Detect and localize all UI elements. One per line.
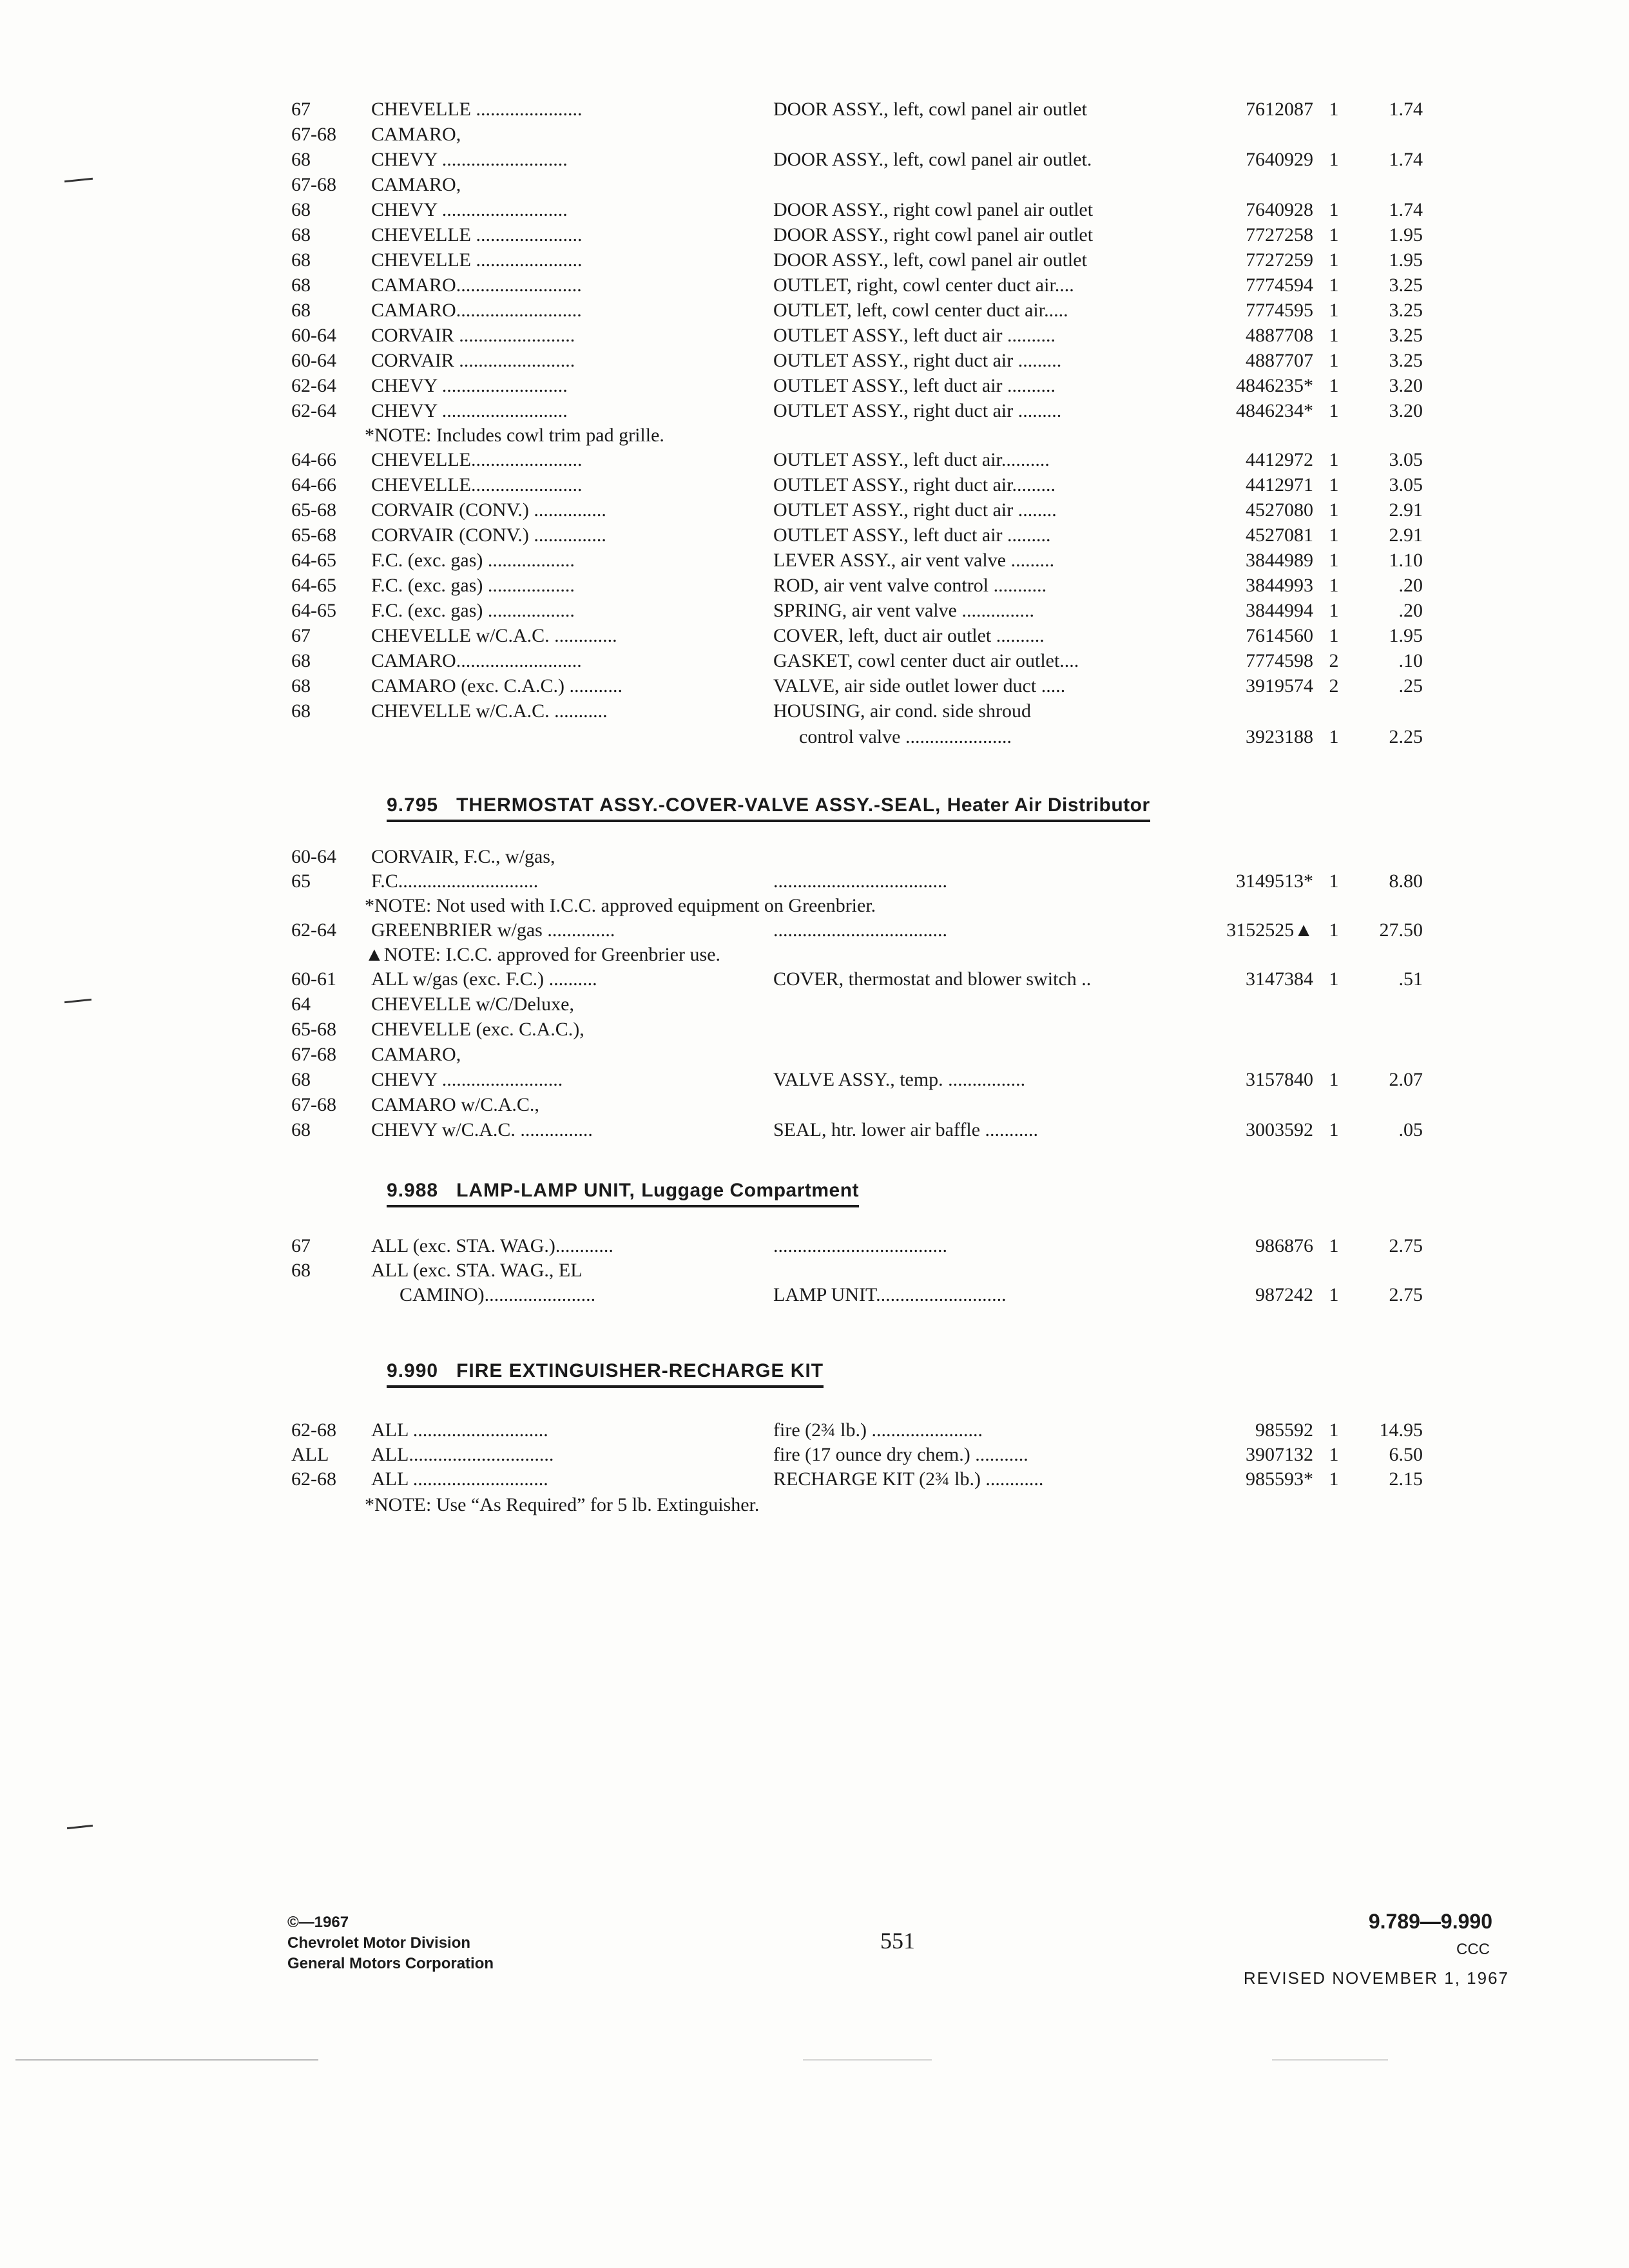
part-number: 7640929 — [1246, 149, 1313, 170]
part-number: 4846234* — [1236, 400, 1313, 421]
note-row — [0, 893, 1629, 919]
price: 3.25 — [1389, 300, 1423, 321]
model-year: 64-65 — [291, 600, 336, 621]
part-description: SEAL, htr. lower air baffle ........... — [773, 1119, 1039, 1140]
model: CHEVELLE w/C.A.C. ............. — [371, 625, 617, 646]
model-year: 65-68 — [291, 499, 336, 521]
price: 2.91 — [1389, 524, 1423, 546]
part-number: 4527081 — [1246, 524, 1313, 546]
part-description: COVER, thermostat and blower switch .. — [773, 968, 1092, 990]
part-number: 3152525▲ — [1226, 919, 1313, 941]
part-description: .................................... — [773, 919, 947, 941]
quantity: 1 — [1329, 449, 1339, 470]
quantity: 1 — [1329, 1419, 1339, 1441]
model: CHEVY .......................... — [371, 375, 568, 396]
model: CHEVY .......................... — [371, 149, 568, 170]
table-row — [0, 1466, 1629, 1492]
model-year: 64-65 — [291, 550, 336, 571]
quantity: 1 — [1329, 400, 1339, 421]
part-description: OUTLET ASSY., left duct air .......... — [773, 325, 1056, 346]
table-row — [0, 1092, 1629, 1118]
price: 8.80 — [1389, 870, 1423, 892]
quantity: 1 — [1329, 1235, 1339, 1256]
model-year: 65 — [291, 870, 311, 892]
model-year: 62-68 — [291, 1468, 336, 1490]
table-row — [0, 1258, 1629, 1283]
model-year: 68 — [291, 274, 311, 296]
table-row — [0, 548, 1629, 573]
table-row — [0, 1017, 1629, 1043]
table-row — [0, 844, 1629, 870]
part-description: DOOR ASSY., left, cowl panel air outlet — [773, 249, 1087, 271]
price: 14.95 — [1379, 1419, 1423, 1441]
price: 2.91 — [1389, 499, 1423, 521]
quantity: 1 — [1329, 99, 1339, 120]
model-year: 64 — [291, 994, 311, 1015]
quantity: 2 — [1329, 675, 1339, 697]
model: CAMARO (exc. C.A.C.) ........... — [371, 675, 622, 697]
section-heading-9988 — [387, 1177, 859, 1207]
model: CAMARO, — [371, 1044, 461, 1065]
price: 1.95 — [1389, 224, 1423, 245]
model: CHEVELLE....................... — [371, 474, 583, 495]
part-number: 3147384 — [1246, 968, 1313, 990]
part-description: control valve ...................... — [799, 726, 1012, 747]
table-row — [0, 918, 1629, 943]
model: ALL ............................ — [371, 1419, 548, 1441]
table-row — [0, 398, 1629, 424]
table-row — [0, 869, 1629, 894]
model: CHEVELLE (exc. C.A.C.), — [371, 1019, 584, 1040]
model-year: 68 — [291, 1069, 311, 1090]
table-row — [0, 698, 1629, 724]
quantity: 1 — [1329, 224, 1339, 245]
divider — [803, 2059, 932, 2061]
quantity: 1 — [1329, 870, 1339, 892]
part-number: 4527080 — [1246, 499, 1313, 521]
table-row — [0, 247, 1629, 273]
part-description: LAMP UNIT........................... — [773, 1284, 1007, 1305]
price: 2.15 — [1389, 1468, 1423, 1490]
table-row — [0, 992, 1629, 1017]
copyright: ©—1967 — [287, 1914, 349, 1931]
part-number: 3003592 — [1246, 1119, 1313, 1140]
table-row — [0, 447, 1629, 473]
model-year: 60-64 — [291, 846, 336, 867]
price: 2.75 — [1389, 1235, 1423, 1256]
model: GREENBRIER w/gas .............. — [371, 919, 615, 941]
price: .05 — [1398, 1119, 1423, 1140]
model: CAMARO w/C.A.C., — [371, 1094, 539, 1115]
price: 3.25 — [1389, 325, 1423, 346]
table-row — [0, 1067, 1629, 1093]
part-number: 987242 — [1255, 1284, 1313, 1305]
section-number: 9.795 — [387, 794, 439, 816]
model-year: 62-64 — [291, 919, 336, 941]
model-year: 68 — [291, 675, 311, 697]
table-row — [0, 172, 1629, 198]
model: CORVAIR (CONV.) ............... — [371, 524, 606, 546]
part-description: OUTLET ASSY., left duct air.......... — [773, 449, 1050, 470]
part-number: 7614560 — [1246, 625, 1313, 646]
model-year: 62-68 — [291, 1419, 336, 1441]
part-description: OUTLET ASSY., left duct air ......... — [773, 524, 1051, 546]
note-row — [0, 942, 1629, 968]
model-year: 64-66 — [291, 449, 336, 470]
model-year: 67-68 — [291, 1044, 336, 1065]
model: CHEVELLE ...................... — [371, 99, 583, 120]
part-description: HOUSING, air cond. side shroud — [773, 700, 1031, 722]
quantity: 2 — [1329, 650, 1339, 671]
part-number: 3907132 — [1246, 1444, 1313, 1465]
section-number: 9.988 — [387, 1180, 439, 1201]
part-number: 4846235* — [1236, 375, 1313, 396]
part-description: DOOR ASSY., right cowl panel air outlet — [773, 224, 1094, 245]
divider — [15, 2059, 318, 2061]
quantity: 1 — [1329, 625, 1339, 646]
model: CHEVELLE w/C.A.C. ........... — [371, 700, 608, 722]
section-title: THERMOSTAT ASSY.-COVER-VALVE ASSY.-SEAL, — [456, 794, 941, 816]
part-description: OUTLET ASSY., right duct air ......... — [773, 350, 1062, 371]
part-number: 3923188 — [1246, 726, 1313, 747]
model: CAMARO.......................... — [371, 650, 582, 671]
quantity: 1 — [1329, 550, 1339, 571]
model: ALL w/gas (exc. F.C.) .......... — [371, 968, 597, 990]
model: F.C............................. — [371, 870, 539, 892]
note-text: *NOTE: Includes cowl trim pad grille. — [365, 425, 664, 446]
table-row — [0, 598, 1629, 624]
note-row — [0, 1492, 1629, 1518]
model: CAMARO.......................... — [371, 300, 582, 321]
quantity: 1 — [1329, 474, 1339, 495]
section-heading-9795 — [387, 791, 1150, 822]
part-description: GASKET, cowl center duct air outlet.... — [773, 650, 1079, 671]
price: 6.50 — [1389, 1444, 1423, 1465]
model-year: 67-68 — [291, 1094, 336, 1115]
part-number: 7727259 — [1246, 249, 1313, 271]
quantity: 1 — [1329, 1119, 1339, 1140]
price: 1.95 — [1389, 249, 1423, 271]
page-number: 551 — [880, 1928, 915, 1954]
part-description: OUTLET ASSY., right duct air ......... — [773, 400, 1062, 421]
part-description: DOOR ASSY., left, cowl panel air outlet. — [773, 149, 1092, 170]
price: 3.20 — [1389, 400, 1423, 421]
part-number: 4887707 — [1246, 350, 1313, 371]
part-number: 3919574 — [1246, 675, 1313, 697]
table-row — [0, 1117, 1629, 1143]
price: 1.74 — [1389, 149, 1423, 170]
model: CHEVELLE ...................... — [371, 224, 583, 245]
quantity: 1 — [1329, 600, 1339, 621]
part-description: VALVE, air side outlet lower duct ..... — [773, 675, 1066, 697]
quantity: 1 — [1329, 1444, 1339, 1465]
price: 3.20 — [1389, 375, 1423, 396]
table-row — [0, 673, 1629, 699]
table-row — [0, 122, 1629, 148]
quantity: 1 — [1329, 325, 1339, 346]
part-number: 986876 — [1255, 1235, 1313, 1256]
part-description: OUTLET, right, cowl center duct air.... — [773, 274, 1074, 296]
quantity: 1 — [1329, 1468, 1339, 1490]
section-title: LAMP-LAMP UNIT, — [456, 1180, 635, 1201]
model-year: 68 — [291, 650, 311, 671]
note-text: *NOTE: Not used with I.C.C. approved equipment on Greenbrier. — [365, 895, 876, 916]
price: .20 — [1398, 575, 1423, 596]
model: CORVAIR ........................ — [371, 325, 575, 346]
model: CAMARO.......................... — [371, 274, 582, 296]
quantity: 1 — [1329, 375, 1339, 396]
part-description: fire (2¾ lb.) ....................... — [773, 1419, 983, 1441]
model-year: 68 — [291, 300, 311, 321]
part-number: 3844993 — [1246, 575, 1313, 596]
part-number: 7774595 — [1246, 300, 1313, 321]
model: CAMINO)....................... — [400, 1284, 596, 1305]
table-row — [0, 523, 1629, 548]
quantity: 1 — [1329, 300, 1339, 321]
model-year: 60-61 — [291, 968, 336, 990]
quantity: 1 — [1329, 726, 1339, 747]
price: 2.75 — [1389, 1284, 1423, 1305]
part-description: OUTLET ASSY., right duct air ........ — [773, 499, 1057, 521]
model: ALL (exc. STA. WAG., EL — [371, 1260, 583, 1281]
price: 2.25 — [1389, 726, 1423, 747]
part-description: ROD, air vent valve control ........... — [773, 575, 1047, 596]
part-number: 7640928 — [1246, 199, 1313, 220]
part-number: 7774598 — [1246, 650, 1313, 671]
table-row — [0, 373, 1629, 399]
table-row — [0, 323, 1629, 349]
quantity: 1 — [1329, 1284, 1339, 1305]
model-year: 60-64 — [291, 325, 336, 346]
model: CAMARO, — [371, 124, 461, 145]
catalog-code: CCC — [1456, 1941, 1490, 1958]
price: 1.74 — [1389, 199, 1423, 220]
model: CORVAIR, F.C., w/gas, — [371, 846, 555, 867]
model: CHEVELLE ...................... — [371, 249, 583, 271]
quantity: 1 — [1329, 274, 1339, 296]
quantity: 1 — [1329, 524, 1339, 546]
quantity: 1 — [1329, 919, 1339, 941]
table-row — [0, 348, 1629, 374]
model-year: 68 — [291, 249, 311, 271]
price: .25 — [1398, 675, 1423, 697]
table-row — [0, 573, 1629, 599]
model: CORVAIR (CONV.) ............... — [371, 499, 606, 521]
quantity: 1 — [1329, 499, 1339, 521]
table-row — [0, 648, 1629, 674]
part-description: DOOR ASSY., left, cowl panel air outlet — [773, 99, 1087, 120]
model-year: 68 — [291, 149, 311, 170]
model: F.C. (exc. gas) .................. — [371, 550, 575, 571]
part-description: LEVER ASSY., air vent valve ......... — [773, 550, 1055, 571]
publisher-block — [287, 1912, 494, 1974]
part-description: .................................... — [773, 870, 947, 892]
table-row — [0, 497, 1629, 523]
price: .51 — [1398, 968, 1423, 990]
part-description: SPRING, air vent valve ............... — [773, 600, 1034, 621]
price: 3.05 — [1389, 449, 1423, 470]
model-year: 64-65 — [291, 575, 336, 596]
price: 1.74 — [1389, 99, 1423, 120]
model: CHEVY .......................... — [371, 400, 568, 421]
quantity: 1 — [1329, 149, 1339, 170]
table-row — [0, 623, 1629, 649]
part-description: DOOR ASSY., right cowl panel air outlet — [773, 199, 1094, 220]
model-year: 68 — [291, 1260, 311, 1281]
table-row — [0, 1418, 1629, 1443]
note-text: *NOTE: Use “As Required” for 5 lb. Extinguisher. — [365, 1494, 760, 1515]
part-description: OUTLET ASSY., left duct air .......... — [773, 375, 1056, 396]
model: ALL (exc. STA. WAG.)............ — [371, 1235, 613, 1256]
model: CAMARO, — [371, 174, 461, 195]
table-row — [0, 147, 1629, 173]
table-row — [0, 1042, 1629, 1068]
table-row — [0, 724, 1629, 750]
part-number: 7727258 — [1246, 224, 1313, 245]
quantity: 1 — [1329, 575, 1339, 596]
section-subtitle: Luggage Compartment — [641, 1180, 860, 1201]
model-year: 67 — [291, 625, 311, 646]
price: 3.25 — [1389, 350, 1423, 371]
model-year: 67-68 — [291, 174, 336, 195]
section-range: 9.789—9.990 — [1368, 1910, 1492, 1933]
model: CORVAIR ........................ — [371, 350, 575, 371]
part-number: 4412971 — [1246, 474, 1313, 495]
model-year: 67 — [291, 1235, 311, 1256]
model: CHEVY w/C.A.C. ............... — [371, 1119, 593, 1140]
section-heading-9990 — [387, 1357, 824, 1388]
part-number: 7774594 — [1246, 274, 1313, 296]
model-year: 67-68 — [291, 124, 336, 145]
part-description: VALVE ASSY., temp. ................ — [773, 1069, 1026, 1090]
model-year: 67 — [291, 99, 311, 120]
part-number: 4412972 — [1246, 449, 1313, 470]
model-year: 62-64 — [291, 375, 336, 396]
part-number: 3149513* — [1236, 870, 1313, 892]
table-row — [0, 97, 1629, 122]
section-subtitle: Heater Air Distributor — [947, 794, 1150, 816]
model-year: 62-64 — [291, 400, 336, 421]
model-year: 60-64 — [291, 350, 336, 371]
quantity: 1 — [1329, 1069, 1339, 1090]
table-row — [0, 273, 1629, 298]
division: Chevrolet Motor Division — [287, 1934, 471, 1952]
model: CHEVELLE w/C/Deluxe, — [371, 994, 574, 1015]
part-number: 4887708 — [1246, 325, 1313, 346]
price: 27.50 — [1379, 919, 1423, 941]
part-description: RECHARGE KIT (2¾ lb.) ............ — [773, 1468, 1044, 1490]
price: .10 — [1398, 650, 1423, 671]
quantity: 1 — [1329, 249, 1339, 271]
model: F.C. (exc. gas) .................. — [371, 575, 575, 596]
quantity: 1 — [1329, 350, 1339, 371]
part-description: .................................... — [773, 1235, 947, 1256]
table-row — [0, 966, 1629, 992]
price: 1.95 — [1389, 625, 1423, 646]
table-row — [0, 1233, 1629, 1259]
section-title: FIRE EXTINGUISHER-RECHARGE KIT — [456, 1360, 824, 1381]
section-number: 9.990 — [387, 1360, 439, 1381]
model: CHEVY ......................... — [371, 1069, 563, 1090]
table-row — [0, 222, 1629, 248]
model: CHEVY .......................... — [371, 199, 568, 220]
note-row — [0, 423, 1629, 448]
model-year: ALL — [291, 1444, 329, 1465]
part-number: 985593* — [1246, 1468, 1313, 1490]
quantity: 1 — [1329, 199, 1339, 220]
model-year: 68 — [291, 224, 311, 245]
part-number: 7612087 — [1246, 99, 1313, 120]
model: F.C. (exc. gas) .................. — [371, 600, 575, 621]
model: CHEVELLE....................... — [371, 449, 583, 470]
model: ALL ............................ — [371, 1468, 548, 1490]
table-row — [0, 298, 1629, 323]
part-number: 3157840 — [1246, 1069, 1313, 1090]
model: ALL.............................. — [371, 1444, 554, 1465]
margin-mark — [67, 1825, 93, 1829]
part-description: fire (17 ounce dry chem.) ........... — [773, 1444, 1028, 1465]
model-year: 65-68 — [291, 524, 336, 546]
table-row — [0, 1442, 1629, 1468]
note-text: ▲NOTE: I.C.C. approved for Greenbrier use. — [365, 944, 721, 965]
revision-date: REVISED NOVEMBER 1, 1967 — [1243, 1968, 1509, 1988]
part-description: OUTLET ASSY., right duct air......... — [773, 474, 1056, 495]
part-number: 3844989 — [1246, 550, 1313, 571]
table-row — [0, 1282, 1629, 1308]
model-year: 68 — [291, 199, 311, 220]
part-description: COVER, left, duct air outlet .......... — [773, 625, 1045, 646]
part-number: 985592 — [1255, 1419, 1313, 1441]
divider — [1272, 2059, 1388, 2061]
corporation: General Motors Corporation — [287, 1955, 494, 1972]
price: 2.07 — [1389, 1069, 1423, 1090]
price: .20 — [1398, 600, 1423, 621]
table-row — [0, 197, 1629, 223]
model-year: 68 — [291, 1119, 311, 1140]
price: 1.10 — [1389, 550, 1423, 571]
part-number: 3844994 — [1246, 600, 1313, 621]
price: 3.05 — [1389, 474, 1423, 495]
quantity: 1 — [1329, 968, 1339, 990]
model-year: 65-68 — [291, 1019, 336, 1040]
model-year: 64-66 — [291, 474, 336, 495]
part-description: OUTLET, left, cowl center duct air..... — [773, 300, 1068, 321]
price: 3.25 — [1389, 274, 1423, 296]
model-year: 68 — [291, 700, 311, 722]
table-row — [0, 472, 1629, 498]
